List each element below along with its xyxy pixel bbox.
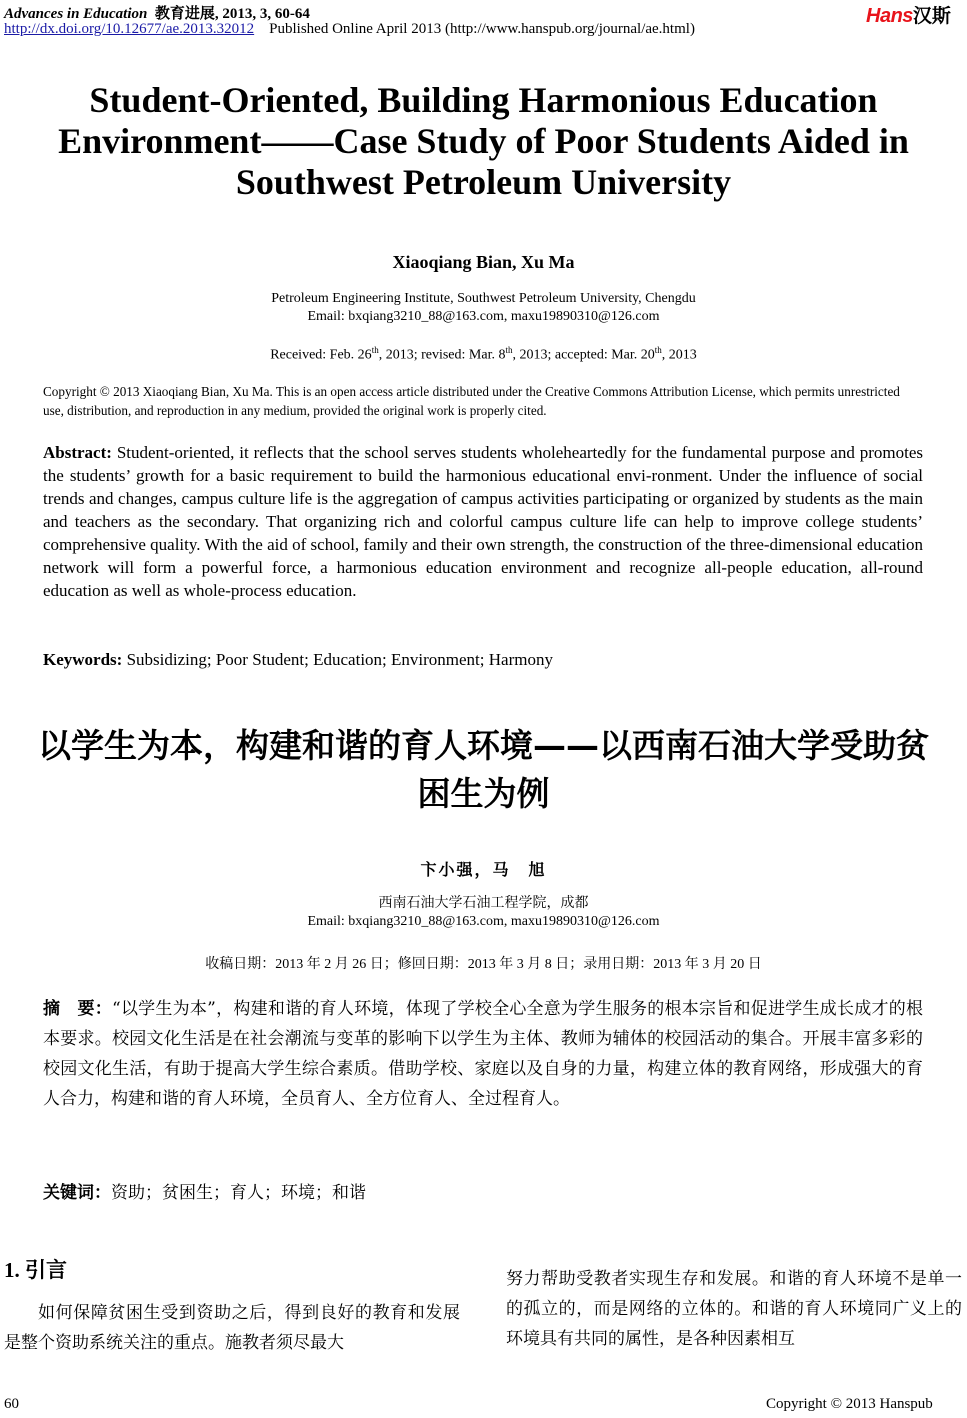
journal-name: Advances in Education xyxy=(4,6,148,22)
accepted-date: , 2013; accepted: Mar. 20 xyxy=(512,347,655,363)
body-left-column: 如何保障贫困生受到资助之后，得到良好的教育和发展是整个资助系统关注的重点。施教者须尽最大 xyxy=(4,1303,460,1353)
ordinal-suffix: th xyxy=(505,345,513,355)
chinese-abstract xyxy=(43,994,923,1114)
english-email: Email: bxqiang3210_88@163.com, maxu19890310@126.com xyxy=(307,309,660,324)
english-authors: Xiaoqiang Bian, Xu Ma xyxy=(392,252,575,272)
english-keywords xyxy=(43,650,923,670)
section-title: 引言 xyxy=(25,1258,67,1282)
chinese-affiliation: 西南石油大学石油工程学院，成都 xyxy=(378,896,589,911)
copyright-notice: Copyright © 2013 Xiaoqiang Bian, Xu Ma. This is an open access article distributed under the Creative Commons Attribution License, which permits unrestricted use, distribution, and reproduction in any medium, provided the original work is properly cited. xyxy=(43,384,900,418)
abstract-label: Abstract: xyxy=(43,443,112,462)
section-number: 1. xyxy=(4,1258,20,1282)
chinese-authors: 卞小强，马 旭 xyxy=(420,860,547,879)
page-number: 60 xyxy=(4,1396,19,1412)
journal-name-zh: 教育进展 xyxy=(154,6,215,22)
chinese-title: 以学生为本，构建和谐的育人环境——以西南石油大学受助贫困生为例 xyxy=(38,726,929,813)
logo-chinese: 汉斯 xyxy=(912,5,951,27)
abstract-text: Student-oriented, it reflects that the school serves students wholeheartedly for the fundamental purpose and promotes the students’ growth for a basic requirement to build the harmonious educational envi-ronment. Under the influence of social trends and changes, campus culture life is the aggregation of campus activities participating or organized by students as the main and teachers as the secondary. That organizing rich and colorful campus culture life can help to improve college students’ comprehensive quality. With the aid of school, family and their own strength, the construction of the three-dimensional education network will form a powerful force, a harmonious education environment and recognize all-people education, all-round education as well as whole-process education. xyxy=(43,443,924,600)
english-dates xyxy=(0,345,967,364)
chinese-abstract-text: “以学生为本”，构建和谐的育人环境，体现了学校全心全意为学生服务的根本宗旨和促进学生成长成才的根本要求。校园文化生活是在社会潮流与变革的影响下以学生为主体、教师为辅体的校园活动的集合。开展丰富多彩的校园文化生活，有助于提高大学生综合素质。借助学校、家庭以及自身的力量，构建立体的教育网络，形成强大的育人合力，构建和谐的育人环境，全员育人、全方位育人、全过程育人。 xyxy=(43,999,924,1109)
chinese-keywords-label: 关键词： xyxy=(43,1183,111,1203)
chinese-keywords-text: 资助；贫困生；育人；环境；和谐 xyxy=(111,1183,366,1203)
english-abstract xyxy=(43,441,923,602)
doi-link[interactable]: http://dx.doi.org/10.12677/ae.2013.32012 xyxy=(4,21,255,37)
chinese-email: Email: bxqiang3210_88@163.com, maxu19890310@126.com xyxy=(307,914,660,929)
english-title: Student-Oriented, Building Harmonious Education Environment——Case Study of Poor Students Aided in Southwest Petroleum University xyxy=(58,80,909,202)
chinese-abstract-label: 摘 要： xyxy=(43,999,112,1019)
journal-header xyxy=(4,2,310,23)
dates-suffix: , 2013 xyxy=(661,347,697,363)
received-date: Received: Feb. 26 xyxy=(270,347,372,363)
ordinal-suffix: th xyxy=(371,345,379,355)
keywords-label: Keywords: xyxy=(43,650,123,669)
english-affiliation-block xyxy=(0,290,967,326)
footer-copyright: Copyright © 2013 Hanspub xyxy=(766,1396,933,1412)
ordinal-suffix: th xyxy=(654,345,662,355)
section-heading xyxy=(4,1254,67,1284)
publication-line xyxy=(4,21,695,38)
hans-logo xyxy=(866,1,951,28)
logo-latin: Hans xyxy=(866,5,913,27)
chinese-dates: 收稿日期：2013 年 2 月 26 日；修回日期：2013 年 3 月 8 日；录用日期：2013 年 3 月 20 日 xyxy=(205,957,762,972)
english-affiliation: Petroleum Engineering Institute, Southwest Petroleum University, Chengdu xyxy=(271,291,696,306)
chinese-affiliation-block xyxy=(0,895,967,931)
volume-info: , 2013, 3, 60-64 xyxy=(214,6,310,22)
keywords-text: Subsidizing; Poor Student; Education; Environment; Harmony xyxy=(126,650,553,669)
chinese-keywords xyxy=(43,1178,923,1203)
body-right-column: 努力帮助受教者实现生存和发展。和谐的育人环境不是单一的孤立的，而是网络的立体的。和谐的育人环境同广义上的环境具有共同的属性，是各种因素相互 xyxy=(506,1269,962,1349)
revised-date: , 2013; revised: Mar. 8 xyxy=(378,347,506,363)
published-online-text: Published Online April 2013 (http://www.hanspub.org/journal/ae.html) xyxy=(269,21,695,37)
